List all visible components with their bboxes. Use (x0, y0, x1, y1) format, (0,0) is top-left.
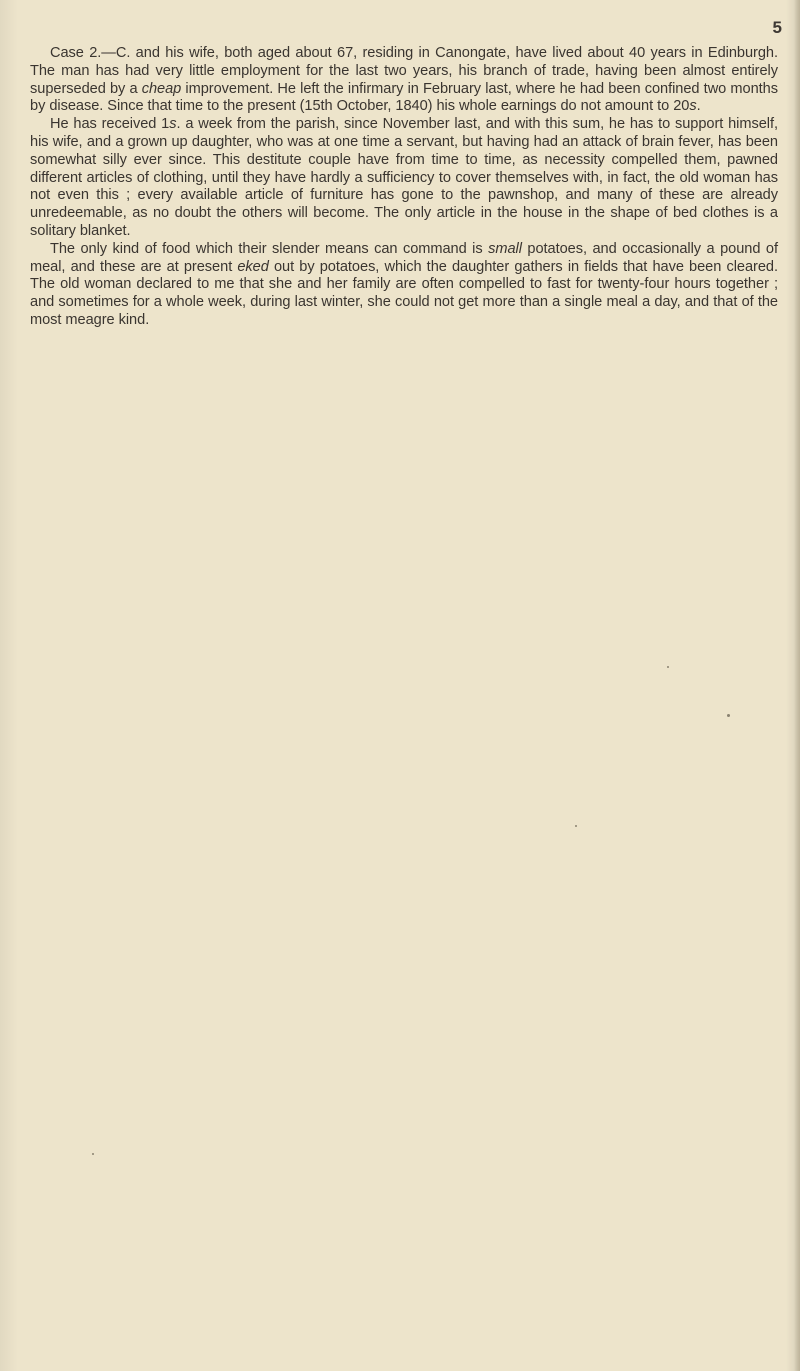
text-span: The only kind of food which their slender means can command is (50, 240, 489, 257)
paper-speck (575, 825, 577, 827)
paragraph-1 (30, 45, 778, 116)
case-text (30, 45, 778, 330)
text-span: Case 2.—C. and his wife, both aged about 67, residing in Canongate, have lived about 40 years in Edinburgh. The man has had very little employment for the last two years, his branch of trade, having been almost entirely superseded by a (30, 45, 778, 97)
emphasis-cheap: cheap (141, 80, 182, 97)
paper-speck (727, 714, 730, 717)
text-span: potatoes, and occasionally a pound of meal, and these are at present (30, 240, 778, 275)
text-span: out by potatoes, which the daughter gathers in fields that have been cleared. The old woman declared to me that she and her family are often compelled to fast for twenty-four hours together ; and sometimes for a whole week, during last winter, she could not get more than a single meal a day, and that of the most meagre kind. (30, 258, 778, 328)
paper-speck (667, 666, 669, 668)
paragraph-3 (30, 241, 778, 330)
text-span: He has received 1 (50, 116, 170, 133)
shillings-abbrev: s (689, 98, 697, 115)
text-span: . (696, 98, 701, 115)
page-number: 5 (772, 18, 782, 37)
paper-speck (92, 1153, 94, 1155)
shillings-abbrev: s (169, 116, 177, 133)
emphasis-small: small (488, 240, 522, 257)
page-edge-shadow (794, 0, 800, 1371)
paragraph-2 (30, 116, 778, 241)
text-span: . a week from the parish, since November last, and with this sum, he has to support himself, his wife, and a grown up daughter, who was at one time a servant, but having had an attack of brain fever, has been somewhat silly ever since. This destitute couple have from time to time, as necessity compelled them, pawned different articles of clothing, until they have hardly a sufficiency to cover themselves with, in fact, the old woman has not even this ; every available article of furniture has gone to the pawnshop, and many of these are already unredeemable, as no doubt the others will become. The only article in the house in the shape of bed clothes is a solitary blanket. (30, 116, 778, 239)
emphasis-eked: eked (237, 258, 269, 275)
text-span: improvement. He left the infirmary in February last, where he had been confined two months by disease. Since that time to the present (15th October, 1840) his whole earnings do not amount to 20 (30, 80, 778, 115)
